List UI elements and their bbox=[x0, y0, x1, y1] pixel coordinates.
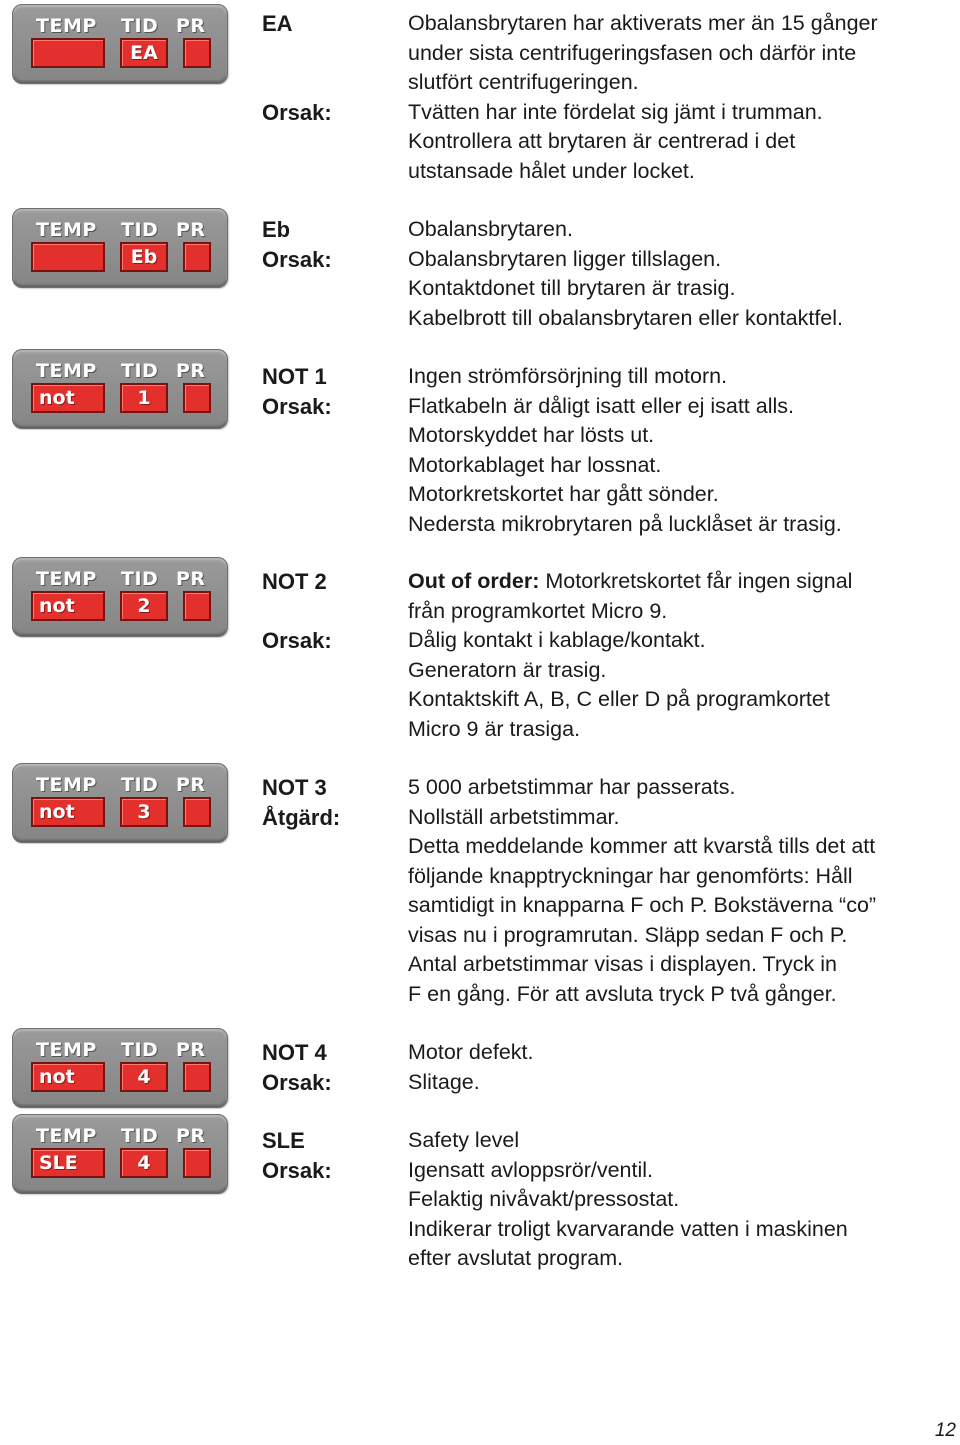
control-panel-display bbox=[12, 1114, 228, 1194]
description-line: efter avslutat program. bbox=[408, 1246, 624, 1270]
error-code-block bbox=[262, 362, 332, 421]
temp-display: not bbox=[31, 797, 105, 827]
error-code-block bbox=[262, 773, 340, 832]
temp-display: SLE bbox=[31, 1148, 105, 1178]
pr-display bbox=[183, 797, 211, 827]
error-code: Eb bbox=[262, 217, 291, 242]
control-panel-display bbox=[12, 1028, 228, 1108]
description-line: Obalansbrytaren. bbox=[408, 217, 573, 241]
pr-display bbox=[183, 591, 211, 621]
description-line: Motorkretskortet har gått sönder. bbox=[408, 482, 719, 506]
tid-display: 3 bbox=[120, 797, 168, 827]
description-line: Motorskyddet har lösts ut. bbox=[408, 423, 655, 447]
cause-label: Orsak: bbox=[262, 246, 332, 272]
control-panel-display bbox=[12, 557, 228, 637]
error-code-block bbox=[262, 1126, 332, 1185]
description-line bbox=[408, 567, 953, 597]
description-line: från programkortet Micro 9. bbox=[408, 598, 668, 623]
temp-display bbox=[31, 242, 105, 272]
pr-display bbox=[183, 38, 211, 68]
out-of-order-label: Out of order: bbox=[408, 569, 540, 593]
pr-display bbox=[183, 1148, 211, 1178]
tid-label: TID bbox=[121, 1125, 159, 1147]
description-line: Nedersta mikrobrytaren på lucklåset är trasig. bbox=[408, 511, 842, 536]
error-code: SLE bbox=[262, 1128, 305, 1153]
pr-label: PR bbox=[176, 1039, 206, 1061]
description-line: Motor defekt. bbox=[408, 1040, 534, 1064]
description-line: Generatorn är trasig. bbox=[408, 657, 607, 682]
description-line: Kontrollera att brytaren är centrerad i det bbox=[408, 129, 796, 153]
description-line: Ingen strömförsörjning till motorn. bbox=[408, 364, 728, 388]
temp-display bbox=[31, 38, 105, 68]
description-line: samtidigt in knapparna F och P. Bokstäverna “co” bbox=[408, 893, 877, 917]
cause-label: Orsak: bbox=[262, 99, 332, 125]
temp-label: TEMP bbox=[36, 219, 97, 241]
tid-label: TID bbox=[121, 15, 159, 37]
description-line: Obalansbrytaren har aktiverats mer än 15 gånger bbox=[408, 11, 878, 35]
temp-label: TEMP bbox=[36, 15, 97, 37]
error-code-block bbox=[262, 215, 332, 274]
tid-label: TID bbox=[121, 1039, 159, 1061]
temp-label: TEMP bbox=[36, 568, 97, 590]
description-line: under sista centrifugeringsfasen och därför inte bbox=[408, 40, 857, 65]
tid-display: 1 bbox=[120, 383, 168, 413]
page-number: 12 bbox=[934, 1420, 956, 1441]
description-line: Micro 9 är trasiga. bbox=[408, 716, 581, 741]
error-code: NOT 3 bbox=[262, 775, 327, 800]
description-line: Kabelbrott till obalansbrytaren eller kontaktfel. bbox=[408, 305, 844, 330]
pr-display bbox=[183, 1062, 211, 1092]
pr-display bbox=[183, 242, 211, 272]
description-line: Detta meddelande kommer att kvarstå tills det att bbox=[408, 834, 876, 858]
description-line: Motorkablaget har lossnat. bbox=[408, 452, 662, 477]
cause-label: Orsak: bbox=[262, 1157, 332, 1183]
error-code-block bbox=[262, 9, 332, 127]
pr-label: PR bbox=[176, 219, 206, 241]
description-line: Kontaktskift A, B, C eller D på programkortet bbox=[408, 687, 830, 711]
tid-label: TID bbox=[121, 219, 159, 241]
tid-label: TID bbox=[121, 774, 159, 796]
description-line: Slitage. bbox=[408, 1069, 480, 1094]
control-panel-display bbox=[12, 763, 228, 843]
description-line: Safety level bbox=[408, 1128, 520, 1152]
cause-label: Orsak: bbox=[262, 1069, 332, 1095]
cause-label: Orsak: bbox=[262, 393, 332, 419]
description-line: utstansade hålet under locket. bbox=[408, 158, 695, 183]
error-description bbox=[408, 362, 953, 539]
temp-display: not bbox=[31, 1062, 105, 1092]
temp-label: TEMP bbox=[36, 1039, 97, 1061]
temp-label: TEMP bbox=[36, 1125, 97, 1147]
error-code-block bbox=[262, 1038, 332, 1097]
pr-label: PR bbox=[176, 360, 206, 382]
cause-label: Orsak: bbox=[262, 627, 332, 653]
error-code: NOT 2 bbox=[262, 569, 327, 594]
pr-display bbox=[183, 383, 211, 413]
error-code: NOT 1 bbox=[262, 364, 327, 389]
pr-label: PR bbox=[176, 568, 206, 590]
control-panel-display bbox=[12, 349, 228, 429]
tid-display: 4 bbox=[120, 1062, 168, 1092]
error-code: NOT 4 bbox=[262, 1040, 327, 1065]
description-line: Igensatt avloppsrör/ventil. bbox=[408, 1157, 653, 1182]
description-line: slutfört centrifugeringen. bbox=[408, 70, 639, 94]
error-code-block bbox=[262, 567, 332, 655]
description-line: Felaktig nivåvakt/pressostat. bbox=[408, 1187, 680, 1211]
description-line: Antal arbetstimmar visas i displayen. Tryck in bbox=[408, 952, 837, 976]
control-panel-display bbox=[12, 208, 228, 288]
tid-display: Eb bbox=[120, 242, 168, 272]
description-line: följande knapptryckningar har genomförts: Håll bbox=[408, 863, 853, 888]
temp-display: not bbox=[31, 591, 105, 621]
description-line: F en gång. För att avsluta tryck P två gånger. bbox=[408, 981, 837, 1006]
pr-label: PR bbox=[176, 15, 206, 37]
error-code: EA bbox=[262, 11, 293, 36]
error-description bbox=[408, 215, 953, 333]
description-line: visas nu i programrutan. Släpp sedan F och P. bbox=[408, 922, 848, 947]
description-line: 5 000 arbetstimmar har passerats. bbox=[408, 775, 736, 799]
description-line: Dålig kontakt i kablage/kontakt. bbox=[408, 628, 706, 652]
description-line: Nollställ arbetstimmar. bbox=[408, 804, 620, 829]
control-panel-display bbox=[12, 4, 228, 84]
error-description bbox=[408, 567, 953, 744]
tid-display: 2 bbox=[120, 591, 168, 621]
pr-label: PR bbox=[176, 774, 206, 796]
description-line: Obalansbrytaren ligger tillslagen. bbox=[408, 246, 722, 271]
tid-display: 4 bbox=[120, 1148, 168, 1178]
tid-display: EA bbox=[120, 38, 168, 68]
error-description bbox=[408, 9, 953, 186]
description-line: Kontaktdonet till brytaren är trasig. bbox=[408, 276, 736, 300]
tid-label: TID bbox=[121, 360, 159, 382]
description-text: Motorkretskortet får ingen signal bbox=[539, 569, 853, 593]
error-description bbox=[408, 773, 953, 1009]
description-line: Indikerar troligt kvarvarande vatten i maskinen bbox=[408, 1216, 848, 1241]
description-line: Tvätten har inte fördelat sig jämt i trumman. bbox=[408, 99, 823, 124]
action-label: Åtgärd: bbox=[262, 804, 341, 830]
error-description bbox=[408, 1126, 953, 1274]
description-line: Flatkabeln är dåligt isatt eller ej isatt alls. bbox=[408, 393, 794, 418]
temp-display: not bbox=[31, 383, 105, 413]
pr-label: PR bbox=[176, 1125, 206, 1147]
tid-label: TID bbox=[121, 568, 159, 590]
error-description bbox=[408, 1038, 953, 1097]
temp-label: TEMP bbox=[36, 774, 97, 796]
temp-label: TEMP bbox=[36, 360, 97, 382]
